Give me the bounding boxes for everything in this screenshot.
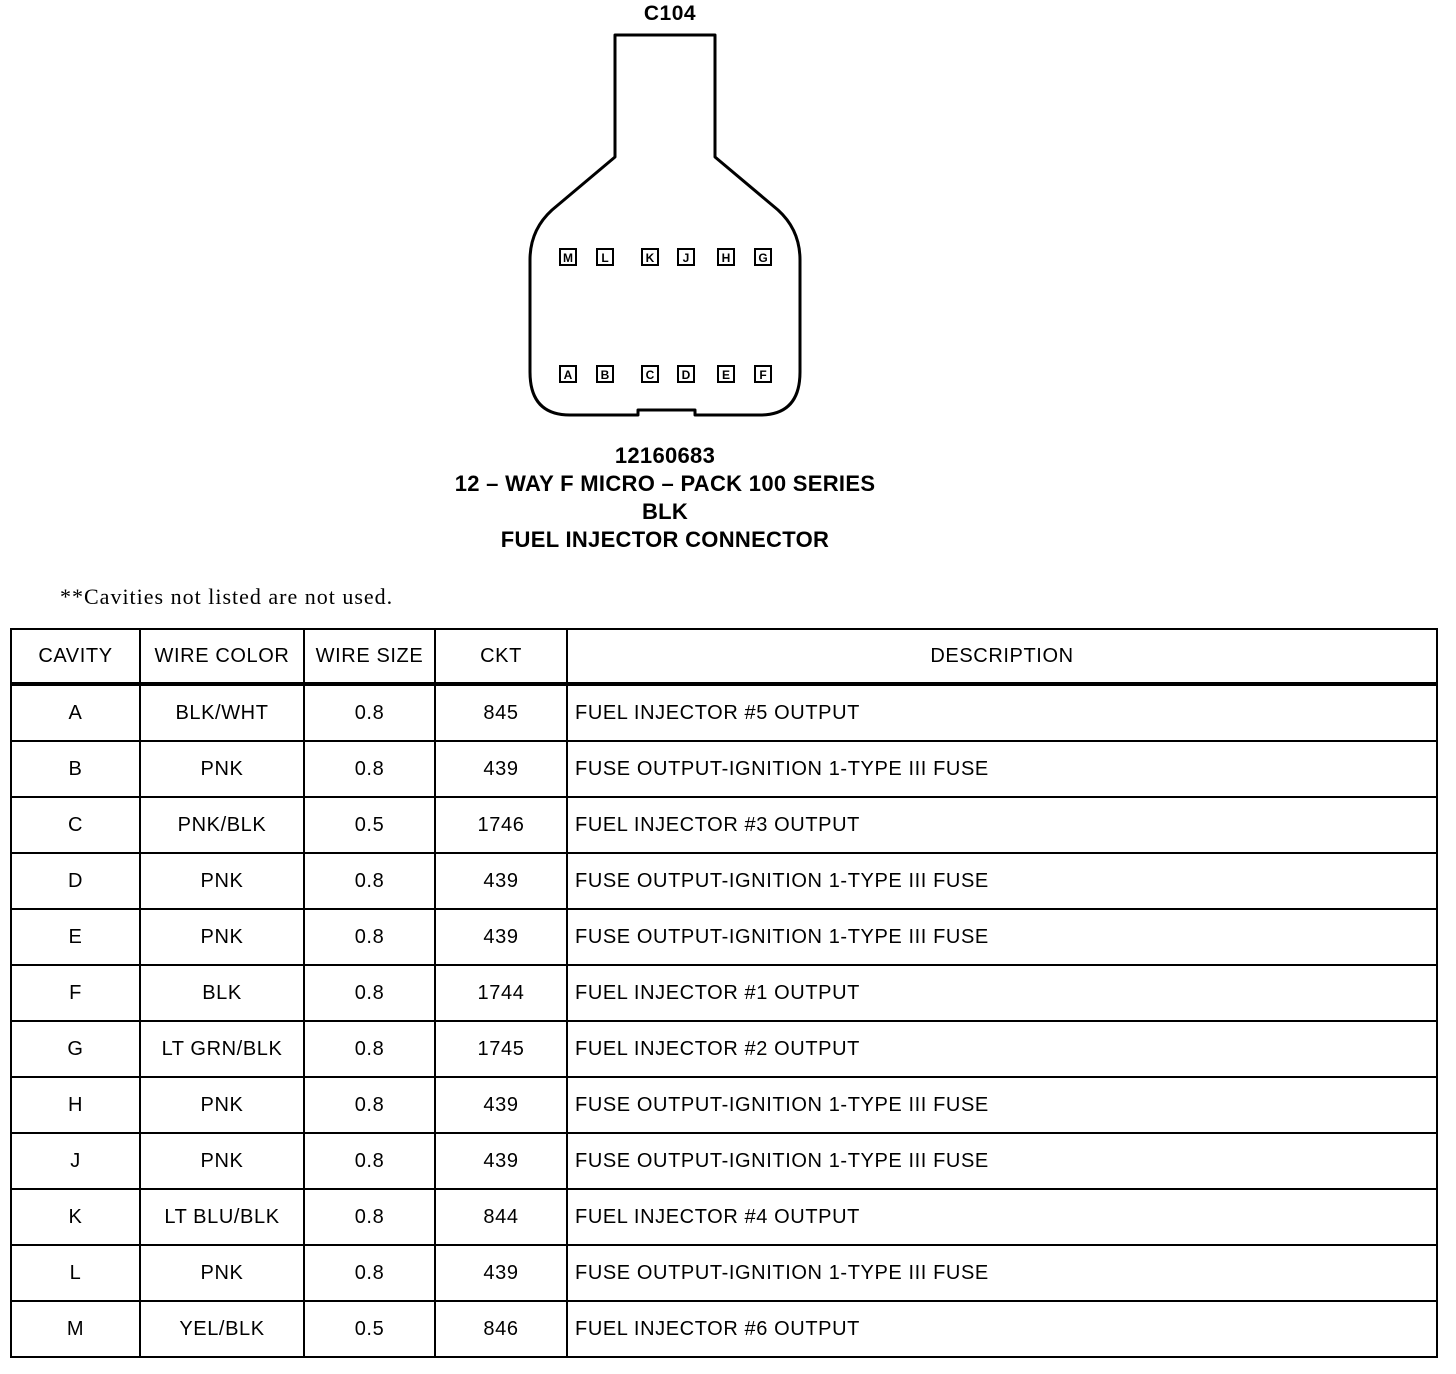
table-row	[11, 1301, 1437, 1357]
cell-ckt: 846	[435, 1301, 567, 1357]
table-row	[11, 909, 1437, 965]
unused-cavities-note: **Cavities not listed are not used.	[60, 584, 394, 609]
cell-ckt: 439	[435, 909, 567, 965]
connector-outline	[530, 35, 800, 415]
cell-description: FUEL INJECTOR #3 OUTPUT	[567, 797, 1437, 853]
header-description: DESCRIPTION	[567, 629, 1437, 684]
cell-cavity: G	[11, 1021, 140, 1077]
cell-cavity: E	[11, 909, 140, 965]
pin-label-e: E	[721, 368, 731, 382]
cell-description: FUEL INJECTOR #4 OUTPUT	[567, 1189, 1437, 1245]
table-row	[11, 1189, 1437, 1245]
pin-label-h: H	[721, 251, 731, 265]
cell-ckt: 1744	[435, 965, 567, 1021]
cell-description: FUEL INJECTOR #1 OUTPUT	[567, 965, 1437, 1021]
table-row	[11, 684, 1437, 741]
pin-label-m: M	[563, 251, 573, 265]
pin-label-a: A	[563, 368, 573, 382]
cell-ckt: 844	[435, 1189, 567, 1245]
cell-cavity: K	[11, 1189, 140, 1245]
cell-wire-color: BLK	[140, 965, 304, 1021]
pin-label-l: L	[601, 251, 609, 265]
cell-cavity: L	[11, 1245, 140, 1301]
header-wire-color: WIRE COLOR	[140, 629, 304, 684]
part-number: 12160683	[614, 443, 716, 468]
cell-wire-color: PNK	[140, 741, 304, 797]
table-row	[11, 1021, 1437, 1077]
cell-wire-color: LT BLU/BLK	[140, 1189, 304, 1245]
connector-diagram	[0, 0, 1456, 440]
cell-wire-color: PNK/BLK	[140, 797, 304, 853]
pin-label-b: B	[600, 368, 610, 382]
connector-color: BLK	[641, 499, 689, 524]
cell-description: FUEL INJECTOR #6 OUTPUT	[567, 1301, 1437, 1357]
cell-wire-color: PNK	[140, 1245, 304, 1301]
pin-label-f: F	[759, 368, 767, 382]
table-row	[11, 1245, 1437, 1301]
pin-bottom-row	[560, 366, 771, 382]
cell-description: FUSE OUTPUT-IGNITION 1-TYPE III FUSE	[567, 1133, 1437, 1189]
table-header-row	[11, 629, 1437, 684]
cell-wire-size: 0.8	[304, 1245, 435, 1301]
cell-ckt: 439	[435, 853, 567, 909]
cell-description: FUSE OUTPUT-IGNITION 1-TYPE III FUSE	[567, 1077, 1437, 1133]
cell-cavity: A	[11, 684, 140, 741]
pin-label-g: G	[758, 251, 768, 265]
connector-type: 12 – WAY F MICRO – PACK 100 SERIES	[454, 471, 876, 496]
cell-cavity: M	[11, 1301, 140, 1357]
cell-ckt: 1745	[435, 1021, 567, 1077]
cell-wire-color: YEL/BLK	[140, 1301, 304, 1357]
cell-wire-size: 0.8	[304, 965, 435, 1021]
header-ckt: CKT	[435, 629, 567, 684]
cell-wire-color: PNK	[140, 853, 304, 909]
cell-wire-color: BLK/WHT	[140, 684, 304, 741]
cell-cavity: J	[11, 1133, 140, 1189]
cell-wire-size: 0.8	[304, 684, 435, 741]
cell-cavity: F	[11, 965, 140, 1021]
connector-name: FUEL INJECTOR CONNECTOR	[500, 527, 830, 552]
cell-wire-size: 0.5	[304, 1301, 435, 1357]
cell-wire-color: PNK	[140, 1133, 304, 1189]
pin-label-d: D	[681, 368, 691, 382]
table-row	[11, 965, 1437, 1021]
cell-cavity: B	[11, 741, 140, 797]
cell-ckt: 439	[435, 1133, 567, 1189]
cell-wire-size: 0.8	[304, 1021, 435, 1077]
header-cavity: CAVITY	[11, 629, 140, 684]
cell-description: FUEL INJECTOR #2 OUTPUT	[567, 1021, 1437, 1077]
cell-wire-size: 0.8	[304, 1133, 435, 1189]
pin-label-j: J	[682, 251, 690, 265]
pin-top-row	[560, 249, 771, 265]
table-row	[11, 1133, 1437, 1189]
cell-ckt: 439	[435, 1245, 567, 1301]
pin-label-c: C	[645, 368, 655, 382]
cell-wire-color: PNK	[140, 1077, 304, 1133]
cell-description: FUSE OUTPUT-IGNITION 1-TYPE III FUSE	[567, 741, 1437, 797]
pinout-table	[10, 628, 1438, 1358]
table-row	[11, 1077, 1437, 1133]
cell-description: FUSE OUTPUT-IGNITION 1-TYPE III FUSE	[567, 909, 1437, 965]
cell-wire-size: 0.8	[304, 909, 435, 965]
pin-label-k: K	[645, 251, 655, 265]
cell-cavity: D	[11, 853, 140, 909]
cell-wire-size: 0.8	[304, 1077, 435, 1133]
table-row	[11, 853, 1437, 909]
cell-wire-size: 0.8	[304, 1189, 435, 1245]
cell-wire-size: 0.5	[304, 797, 435, 853]
cell-cavity: H	[11, 1077, 140, 1133]
cell-description: FUSE OUTPUT-IGNITION 1-TYPE III FUSE	[567, 1245, 1437, 1301]
cell-description: FUEL INJECTOR #5 OUTPUT	[567, 684, 1437, 741]
cell-description: FUSE OUTPUT-IGNITION 1-TYPE III FUSE	[567, 853, 1437, 909]
cell-wire-size: 0.8	[304, 853, 435, 909]
cell-cavity: C	[11, 797, 140, 853]
cell-ckt: 845	[435, 684, 567, 741]
cell-wire-color: LT GRN/BLK	[140, 1021, 304, 1077]
connector-id: C104	[643, 2, 697, 25]
table-row	[11, 797, 1437, 853]
header-wire-size: WIRE SIZE	[304, 629, 435, 684]
cell-ckt: 439	[435, 741, 567, 797]
cell-wire-size: 0.8	[304, 741, 435, 797]
cell-ckt: 439	[435, 1077, 567, 1133]
cell-ckt: 1746	[435, 797, 567, 853]
table-row	[11, 741, 1437, 797]
cell-wire-color: PNK	[140, 909, 304, 965]
